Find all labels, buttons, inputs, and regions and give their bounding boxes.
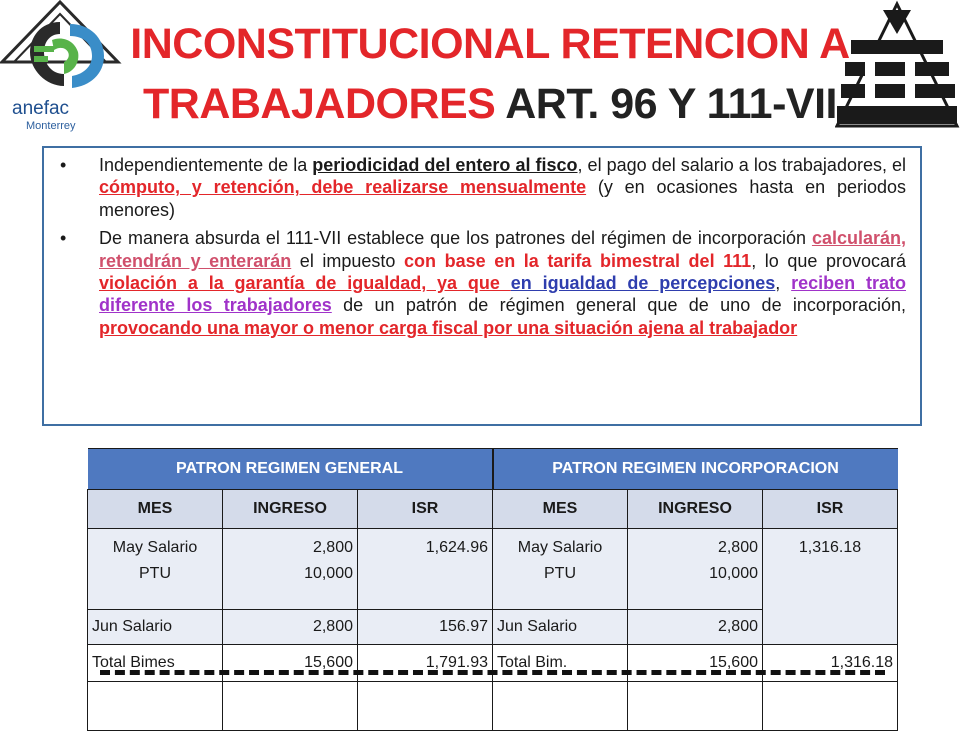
cell-i-mes: Total Bim. [493,645,628,682]
bullet-2-seg-7: , [775,273,792,294]
bullet-2-seg-2: el impuesto [291,250,405,271]
cell-text: 2,800 [717,539,758,556]
cell-text: 1,624.96 [425,539,488,556]
cell-text: May Salario [112,539,198,556]
table-row-may [88,529,898,610]
anefac-city: Monterrey [26,120,76,132]
empty-cell [88,682,223,731]
col-header-mes: MES [88,490,223,529]
cell-i-mes [493,529,628,610]
cell-text: PTU [139,565,171,582]
bullet-2-seg-8: reciben trato diferente los trabajadores [99,273,906,316]
cell-g-ingreso: 2,800 [223,610,358,645]
cell-g-isr: 156.97 [358,610,493,645]
empty-cell [763,682,898,731]
empty-cell [223,682,358,731]
title-line-1: INCONSTITUCIONAL RETENCION A [130,20,850,68]
bullet-1-seg-4: (y en ocasiones hasta en periodos menores) [99,177,906,220]
bullet-1-seg-0: Independientemente de la [99,155,313,175]
bullet-dot-icon: • [60,155,67,175]
group-header-incorporacion: PATRON REGIMEN INCORPORACION [493,449,898,490]
bullet-box [42,146,922,426]
title-line-2 [110,74,870,134]
cell-i-mes: Jun Salario [493,610,628,645]
cell-i-ingreso [628,529,763,610]
empty-cell [493,682,628,731]
cell-text: PTU [544,565,576,582]
col-header-isr: ISR [358,490,493,529]
col-header-mes: MES [493,490,628,529]
cell-text: 2,800 [312,539,353,556]
dashed-separator [100,670,885,675]
cell-g-mes: Total Bimes [88,645,223,682]
empty-cell [628,682,763,731]
cell-text: 10,000 [709,565,758,582]
cell-g-isr: 1,791.93 [358,645,493,682]
group-header-general: PATRON REGIMEN GENERAL [88,449,493,490]
bullet-1-seg-3: cómputo, y retención, debe realizarse mensualmente [99,177,587,198]
bullet-1-seg-2: , el pago del salario a los trabajadores, el [577,155,907,175]
cell-g-ingreso [223,529,358,610]
bullet-2-seg-3: con base en la tarifa bimestral del 111 [404,250,752,271]
cell-i-ingreso: 2,800 [628,610,763,645]
cell-g-isr [358,529,493,610]
isr-comparison-table [87,448,898,731]
col-header-ingreso: INGRESO [628,490,763,529]
bullet-1-seg-1: periodicidad del entero al fisco [312,155,578,175]
table-row-total [88,645,898,682]
bullet-dot-icon: • [60,228,67,249]
bullet-2-seg-5: violación a la garantía de igualdad, ya que [99,273,511,294]
bullet-2-seg-4: , lo que provocará [751,250,907,271]
slide-title [110,14,870,134]
cell-g-mes: Jun Salario [88,610,223,645]
empty-cell [358,682,493,731]
column-header-row [88,490,898,529]
title-line-2-dark: ART. 96 Y 111-VII [505,80,837,128]
anefac-wordmark: anefac [12,98,70,119]
cell-g-mes [88,529,223,610]
title-line-2-red: TRABAJADORES [143,80,496,128]
bullet-2 [44,227,906,339]
col-header-isr: ISR [763,490,898,529]
cell-i-ingreso: 15,600 [628,645,763,682]
bullet-2-seg-6: en igualdad de percepciones [510,273,776,294]
cell-text: May Salario [517,539,603,556]
group-header-row [88,449,898,490]
table-row-empty [88,682,898,731]
bullet-2-seg-0: De manera absurda el 111-VII establece que los patrones del régimen de incorporación [99,228,812,249]
col-header-ingreso: INGRESO [223,490,358,529]
bullet-2-seg-1: calcularán, retendrán y enterarán [99,228,906,271]
bullet-2-seg-9: de un patrón de régimen general que de uno de incorporación, [331,295,906,316]
cell-i-isr: 1,316.18 [763,645,898,682]
bullet-1 [44,154,906,221]
cell-text: 10,000 [304,565,353,582]
bullet-2-seg-10: provocando una mayor o menor carga fiscal por una situación ajena al trabajador [99,317,798,338]
cell-g-ingreso: 15,600 [223,645,358,682]
cell-i-isr-merged: 1,316.18 [763,529,898,645]
